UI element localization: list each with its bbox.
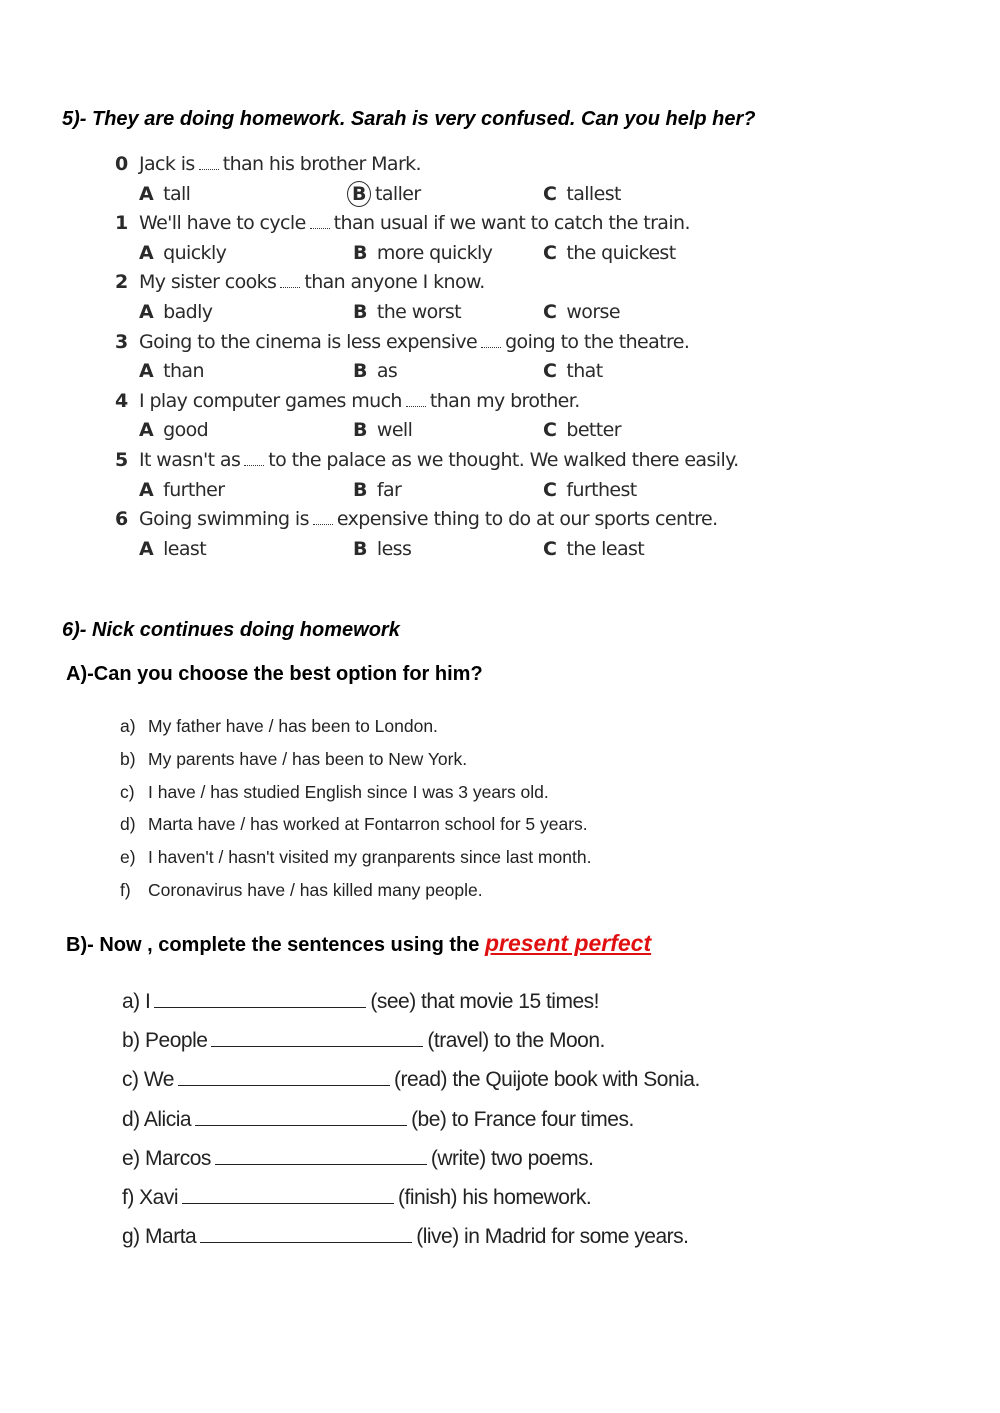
option-text: than: [163, 360, 204, 383]
question-text-before: Going swimming is: [139, 508, 309, 531]
option-text: taller: [375, 182, 421, 205]
question-text-after: expensive thing to do at our sports centre.: [336, 508, 718, 531]
item-text: Marta have / has worked at Fontarron school for 5 years.: [148, 814, 588, 835]
item-subject: Xavi: [139, 1185, 179, 1209]
item-label: g): [122, 1225, 140, 1249]
option-b[interactable]: [353, 298, 461, 328]
choice-item: [120, 874, 591, 907]
option-letter: B: [353, 300, 367, 323]
item-label: b): [120, 748, 136, 769]
section6-heading: 6)- Nick continues doing homework: [62, 619, 400, 641]
item-label: a): [120, 716, 136, 736]
option-text: the quickest: [566, 241, 676, 264]
blank-space[interactable]: [313, 514, 333, 525]
option-b[interactable]: [353, 357, 397, 387]
option-letter: A: [139, 300, 154, 323]
choice-item: [120, 743, 591, 776]
option-text: worse: [566, 300, 620, 323]
option-letter: A: [139, 537, 154, 560]
option-a[interactable]: [139, 298, 212, 328]
question-text-after: than usual if we want to catch the train.: [333, 212, 690, 235]
item-label: d): [120, 814, 136, 835]
question-text-before: It wasn't as: [139, 448, 241, 471]
question-text-after: going to the theatre.: [505, 330, 690, 353]
question-text-before: Going to the cinema is less expensive: [139, 330, 478, 353]
present-perfect-highlight: present perfect: [484, 930, 652, 956]
blank-space[interactable]: [310, 218, 330, 229]
answer-blank[interactable]: [200, 1224, 412, 1243]
options-row: [115, 416, 735, 446]
question-row: [115, 150, 735, 180]
option-text: that: [566, 360, 603, 383]
item-text: I haven't / hasn't visited my granparents since last month.: [148, 847, 592, 868]
option-letter: C: [543, 478, 557, 501]
question-text: [139, 505, 718, 535]
option-letter: A: [139, 182, 154, 205]
answer-blank[interactable]: [182, 1185, 394, 1204]
option-c[interactable]: [543, 476, 637, 506]
option-letter: A: [139, 419, 154, 442]
item-subject: We: [143, 1068, 174, 1092]
option-b[interactable]: [353, 476, 401, 506]
option-text: further: [163, 478, 225, 501]
option-a[interactable]: [139, 535, 206, 565]
section6b-heading: [66, 930, 651, 957]
option-text: good: [163, 419, 209, 442]
option-letter: B: [353, 419, 367, 442]
question-text-before: Jack is: [139, 153, 195, 175]
answer-blank[interactable]: [195, 1107, 407, 1126]
option-c[interactable]: [543, 535, 644, 565]
item-subject: I: [145, 990, 151, 1013]
option-text: less: [376, 537, 412, 560]
option-a[interactable]: [139, 357, 204, 387]
question-text-before: My sister cooks: [139, 271, 277, 294]
item-label: e): [122, 1146, 140, 1170]
option-letter: B: [353, 241, 367, 264]
question-row: [115, 505, 735, 535]
option-b[interactable]: [353, 535, 411, 565]
option-text: far: [376, 478, 402, 501]
option-letter: C: [543, 360, 557, 383]
options-row: [115, 239, 735, 269]
item-text: Coronavirus have / has killed many people.: [148, 879, 483, 900]
option-b[interactable]: [353, 416, 412, 446]
item-subject: Marta: [145, 1225, 197, 1249]
option-text: tall: [163, 182, 191, 205]
option-a[interactable]: [139, 239, 226, 269]
blank-space[interactable]: [406, 396, 426, 407]
fill-item: [122, 982, 700, 1021]
question-text: [139, 268, 485, 298]
item-verb-hint: (see) that movie 15 times!: [370, 990, 599, 1013]
choice-item: [120, 808, 591, 841]
option-c[interactable]: [543, 180, 621, 210]
section6b-list: [122, 982, 700, 1256]
question-text: [139, 150, 421, 180]
option-b[interactable]: [353, 239, 492, 269]
question-row: [115, 387, 735, 417]
option-text: tallest: [566, 182, 621, 205]
option-a[interactable]: [139, 416, 208, 446]
item-label: d): [122, 1107, 140, 1131]
option-letter: C: [543, 300, 557, 323]
option-text: quickly: [163, 241, 227, 264]
options-row: [115, 180, 735, 210]
question-text-before: We'll have to cycle: [139, 212, 306, 235]
option-text: badly: [163, 300, 213, 323]
fill-item: [122, 1021, 700, 1060]
option-a[interactable]: [139, 476, 224, 506]
item-label: f): [122, 1185, 134, 1209]
option-text: furthest: [566, 478, 637, 501]
option-letter: A: [139, 360, 154, 383]
option-c[interactable]: [543, 298, 620, 328]
item-label: f): [120, 879, 131, 900]
question-number: 1: [115, 212, 128, 235]
item-verb-hint: (live) in Madrid for some years.: [416, 1225, 689, 1249]
item-subject: People: [145, 1029, 208, 1053]
options-row: [115, 298, 735, 328]
option-text: the worst: [376, 300, 462, 323]
question-number: 5: [115, 448, 128, 471]
item-label: b): [122, 1029, 140, 1053]
question-number: 3: [115, 330, 128, 353]
option-letter: B: [353, 360, 367, 383]
item-label: c): [122, 1068, 139, 1092]
option-letter-circled: B: [347, 181, 371, 207]
choice-item: [120, 710, 591, 743]
question-number: 2: [115, 271, 128, 294]
item-label: c): [120, 781, 135, 802]
options-row: [115, 476, 735, 506]
question-text-after: than his brother Mark.: [222, 153, 421, 175]
answer-blank[interactable]: [211, 1028, 423, 1047]
section6a-list: [120, 710, 591, 907]
item-subject: Marcos: [145, 1146, 211, 1170]
choice-item: [120, 841, 591, 874]
option-letter: C: [543, 537, 557, 560]
option-text: better: [566, 419, 621, 442]
question-row: [115, 209, 735, 239]
option-c[interactable]: [543, 239, 676, 269]
fill-item: [122, 1139, 700, 1178]
item-verb-hint: (write) two poems.: [430, 1146, 594, 1170]
section6a-heading: A)-Can you choose the best option for him?: [66, 663, 483, 685]
fill-item: [122, 1060, 700, 1099]
option-b[interactable]: [353, 180, 421, 210]
option-c[interactable]: [543, 416, 621, 446]
answer-blank[interactable]: [178, 1067, 390, 1086]
option-letter: A: [139, 241, 154, 264]
fill-item: [122, 1100, 700, 1139]
option-letter: C: [543, 241, 557, 264]
answer-blank[interactable]: [154, 989, 366, 1008]
item-text: My parents have / has been to New York.: [148, 748, 468, 769]
question-number: 0: [115, 153, 128, 175]
fill-item: [122, 1178, 700, 1217]
section5-heading: 5)- They are doing homework. Sarah is very confused. Can you help her?: [62, 108, 756, 130]
option-text: as: [376, 360, 398, 383]
fill-item: [122, 1217, 700, 1256]
option-c[interactable]: [543, 357, 603, 387]
section5-exercise: [115, 150, 739, 564]
question-text: [139, 328, 689, 358]
option-letter: C: [543, 182, 557, 205]
option-text: more quickly: [376, 241, 493, 264]
item-subject: Alicia: [143, 1107, 192, 1131]
question-row: [115, 328, 735, 358]
item-text: My father have / has been to London.: [148, 716, 438, 736]
blank-space[interactable]: [280, 277, 300, 288]
option-letter: B: [353, 537, 367, 560]
item-label: e): [120, 847, 136, 868]
option-letter: A: [139, 478, 154, 501]
question-text: [139, 387, 580, 417]
option-a[interactable]: [139, 180, 190, 210]
blank-space[interactable]: [481, 337, 501, 348]
question-number: 4: [115, 389, 128, 412]
question-text-after: than my brother.: [429, 389, 580, 412]
question-text-after: than anyone I know.: [304, 271, 485, 294]
section6b-heading-text: B)- Now , complete the sentences using the: [66, 934, 480, 956]
option-text: the least: [566, 537, 645, 560]
question-text-before: I play computer games much: [139, 389, 402, 412]
question-text-after: to the palace as we thought. We walked there easily.: [268, 448, 739, 471]
question-text: [139, 446, 739, 476]
option-letter: C: [543, 419, 557, 442]
options-row: [115, 357, 735, 387]
item-label: a): [122, 990, 140, 1013]
question-text: [139, 209, 690, 239]
question-row: [115, 446, 739, 476]
item-verb-hint: (be) to France four times.: [411, 1107, 634, 1131]
item-verb-hint: (read) the Quijote book with Sonia.: [393, 1068, 700, 1092]
blank-space[interactable]: [199, 159, 219, 170]
option-text: well: [376, 419, 413, 442]
option-text: least: [163, 537, 207, 560]
options-row: [115, 535, 735, 565]
choice-item: [120, 776, 591, 809]
item-text: I have / has studied English since I was 3 years old.: [148, 781, 549, 802]
option-letter: B: [353, 478, 367, 501]
question-number: 6: [115, 508, 128, 531]
item-verb-hint: (travel) to the Moon.: [427, 1029, 605, 1053]
blank-space[interactable]: [244, 455, 264, 466]
item-verb-hint: (finish) his homework.: [398, 1185, 592, 1209]
answer-blank[interactable]: [215, 1146, 427, 1165]
question-row: [115, 268, 735, 298]
